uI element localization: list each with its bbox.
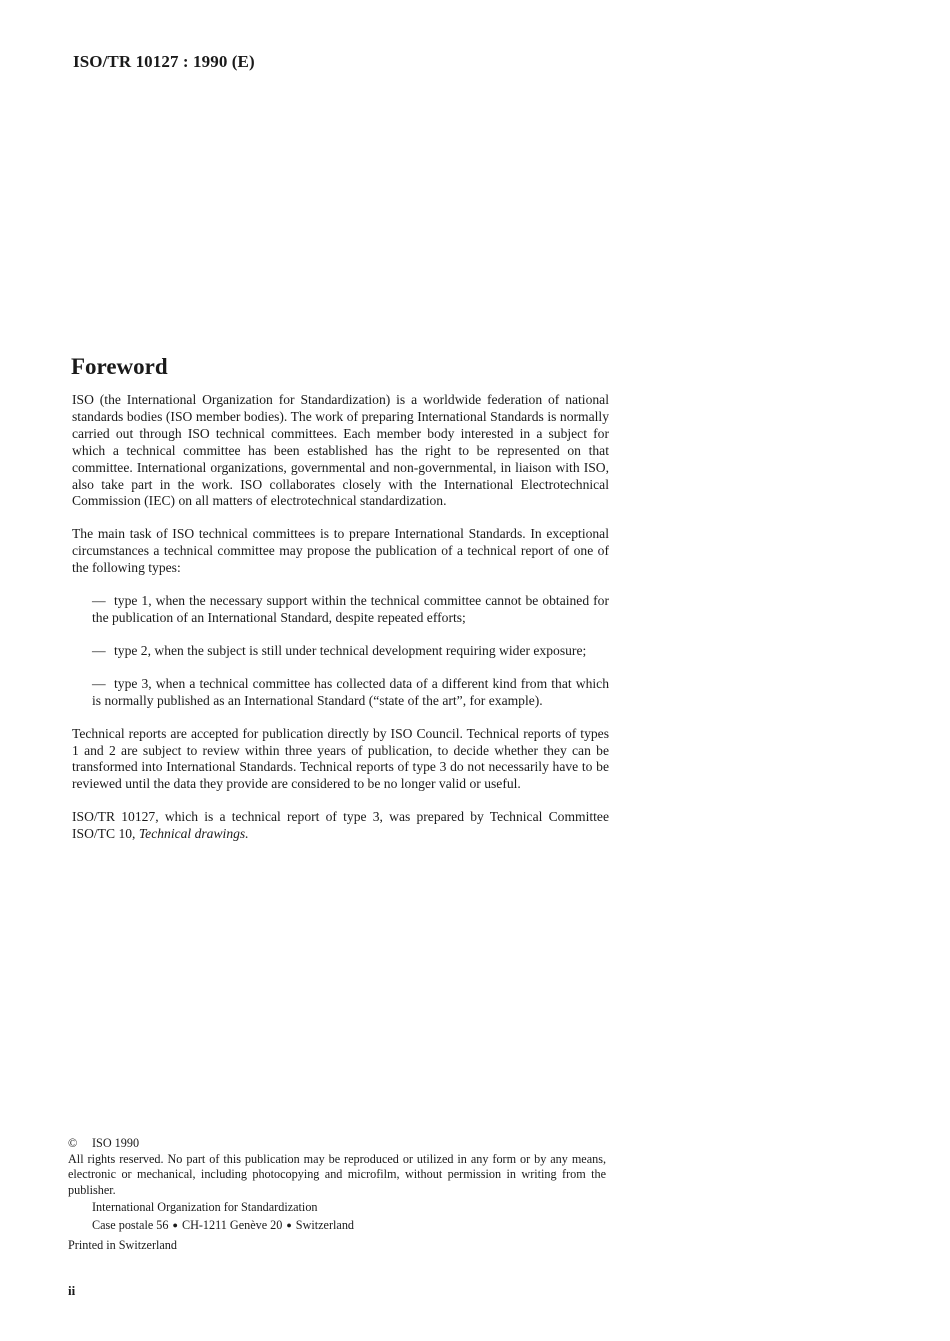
printed-in: Printed in Switzerland: [68, 1237, 177, 1252]
address-city: CH-1211 Genève 20: [181, 1217, 283, 1232]
foreword-title: Foreword: [71, 354, 168, 379]
bullet-separator: ●: [172, 1219, 178, 1230]
list-item-text: type 2, when the subject is still under technical development requiring wider exposure;: [114, 642, 587, 658]
address-country: Switzerland: [295, 1217, 355, 1232]
rights-notice: All rights reserved. No part of this publication may be reproduced or utilized in any form or by any means, electronic or mechanical, including photocopying and microfilm, without permission in writing from the publisher.: [68, 1151, 606, 1197]
list-dash: —: [92, 593, 106, 609]
list-item-type-1: [92, 593, 609, 627]
list-dash: —: [92, 675, 106, 691]
list-item-text: type 3, when a technical committee has collected data of a different kind from that which is normally published as an International Standard (“state of the art”, for example).: [92, 675, 609, 708]
foreword-paragraph-3: Technical reports are accepted for publication directly by ISO Council. Technical reports of types 1 and 2 are subject to review within three years of publication, to decide whether they can be transformed into International Standards. Technical reports of type 3 do not necessarily have to be reviewed until the data they provide are considered to be no longer valid or useful.: [72, 725, 609, 792]
organization-address: [92, 1218, 606, 1234]
copyright-text: ISO 1990: [92, 1136, 140, 1150]
document-designation: ISO/TR 10127 : 1990 (E): [73, 52, 255, 71]
organization-name: International Organization for Standardization: [92, 1200, 318, 1215]
list-item-type-2: [92, 643, 609, 660]
copyright-symbol: ©: [68, 1136, 78, 1150]
foreword-paragraph-4: [72, 809, 609, 843]
foreword-body: [72, 392, 609, 843]
list-item-type-3: [92, 676, 609, 710]
list-dash: —: [92, 642, 106, 658]
page-number: ii: [68, 1283, 76, 1298]
paragraph-4-text: ISO/TR 10127, which is a technical report of type 3, was prepared by Technical Committee ISO/TC 10,: [72, 809, 609, 842]
committee-title: Technical drawings.: [138, 826, 249, 842]
address-postbox: Case postale 56: [92, 1217, 169, 1232]
bullet-separator: ●: [286, 1219, 292, 1230]
list-item-text: type 1, when the necessary support within the technical committee cannot be obtained for the publication of an International Standard, despite repeated efforts;: [92, 593, 609, 625]
copyright-block: [68, 1136, 606, 1253]
foreword-paragraph-1: ISO (the International Organization for Standardization) is a worldwide federation of national standards bodies (ISO member bodies). The work of preparing International Standards is normally carried out through ISO technical committees. Each member body interested in a subject for which a technical committee has been established has the right to be represented on that committee. International organizations, governmental and non-governmental, in liaison with ISO, also take part in the work. ISO collaborates closely with the International Electrotechnical Commission (IEC) on all matters of electrotechnical standardization.: [72, 392, 609, 509]
copyright-line: [68, 1136, 606, 1152]
foreword-paragraph-2: The main task of ISO technical committees is to prepare International Standards. In exceptional circumstances a technical committee may propose the publication of a technical report of one of the following types:: [72, 526, 609, 576]
